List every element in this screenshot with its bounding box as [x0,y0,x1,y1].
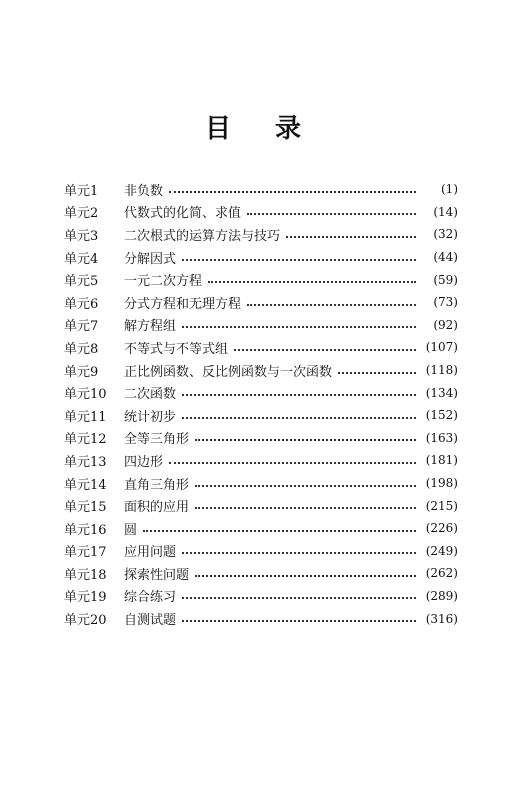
table-of-contents [64,178,458,630]
toc-entry[interactable] [64,201,458,224]
toc-entry[interactable] [64,223,458,246]
toc-dot-leader [169,449,416,464]
toc-entry[interactable] [64,427,458,450]
toc-entry[interactable] [64,381,458,404]
page-title [0,108,506,145]
toc-chapter-name: 综合练习 [124,590,177,606]
toc-unit-label: 单元1 [64,183,99,199]
toc-chapter-name: 应用问题 [124,545,177,561]
toc-page-number: (118) [425,363,458,378]
toc-page-number: (73) [433,295,458,310]
toc-entry[interactable] [64,314,458,337]
title-char-1: 目 [204,114,231,144]
toc-chapter-name: 一元二次方程 [124,274,203,290]
toc-dot-leader [195,472,416,487]
toc-chapter-name: 不等式与不等式组 [124,341,229,357]
toc-dot-leader [182,313,416,328]
toc-unit-label: 单元14 [64,477,107,493]
toc-page-number: (134) [425,385,458,400]
toc-entry[interactable] [64,359,458,382]
toc-dot-leader [247,291,416,306]
toc-page-number: (226) [425,521,458,536]
toc-unit-label: 单元20 [64,613,107,629]
toc-chapter-name: 二次根式的运算方法与技巧 [124,228,281,244]
toc-chapter-name: 正比例函数、反比例函数与一次函数 [124,364,333,380]
toc-page-number: (32) [433,227,458,242]
toc-unit-label: 单元4 [64,251,99,267]
toc-page-number: (181) [425,453,458,468]
toc-dot-leader [182,607,416,622]
toc-entry[interactable] [64,178,458,201]
toc-unit-label: 单元12 [64,432,107,448]
toc-entry[interactable] [64,291,458,314]
toc-entry[interactable] [64,494,458,517]
toc-dot-leader [195,494,416,509]
toc-page-number: (163) [425,430,458,445]
toc-entry[interactable] [64,449,458,472]
toc-dot-leader [195,426,416,441]
toc-entry[interactable] [64,607,458,630]
toc-page-number: (316) [425,611,458,626]
toc-page-number: (152) [425,408,458,423]
toc-page-number: (44) [433,250,458,265]
toc-unit-label: 单元2 [64,206,99,222]
toc-dot-leader [286,223,416,238]
toc-dot-leader [143,517,416,532]
toc-chapter-name: 非负数 [124,183,164,199]
toc-chapter-name: 圆 [124,522,138,538]
toc-page-number: (289) [425,588,458,603]
toc-page-number: (198) [425,476,458,491]
toc-dot-leader [195,562,416,577]
toc-page-number: (1) [441,182,458,197]
toc-unit-label: 单元3 [64,228,99,244]
toc-entry[interactable] [64,404,458,427]
toc-unit-label: 单元11 [64,409,107,425]
toc-chapter-name: 直角三角形 [124,477,190,493]
toc-entry[interactable] [64,472,458,495]
toc-dot-leader [182,381,416,396]
toc-page-number: (92) [433,317,458,332]
toc-dot-leader [208,268,416,283]
toc-unit-label: 单元13 [64,454,107,470]
toc-page-number: (249) [425,543,458,558]
toc-dot-leader [338,359,416,374]
toc-unit-label: 单元19 [64,590,107,606]
toc-entry[interactable] [64,336,458,359]
toc-chapter-name: 自测试题 [124,613,177,629]
toc-entry[interactable] [64,517,458,540]
toc-page-number: (107) [425,340,458,355]
toc-chapter-name: 统计初步 [124,409,177,425]
toc-page-number: (14) [433,204,458,219]
toc-dot-leader [182,404,416,419]
toc-chapter-name: 四边形 [124,454,164,470]
title-char-2: 录 [275,114,302,144]
toc-chapter-name: 探索性问题 [124,567,190,583]
toc-chapter-name: 二次函数 [124,387,177,403]
toc-chapter-name: 分式方程和无理方程 [124,296,242,312]
toc-page-number: (262) [425,566,458,581]
toc-unit-label: 单元15 [64,500,107,516]
toc-dot-leader [182,246,416,261]
toc-unit-label: 单元10 [64,387,107,403]
toc-chapter-name: 分解因式 [124,251,177,267]
toc-unit-label: 单元16 [64,522,107,538]
toc-entry[interactable] [64,246,458,269]
toc-entry[interactable] [64,562,458,585]
toc-dot-leader [234,336,416,351]
toc-unit-label: 单元9 [64,364,99,380]
toc-unit-label: 单元8 [64,341,99,357]
toc-entry[interactable] [64,540,458,563]
toc-dot-leader [182,539,416,554]
toc-entry[interactable] [64,268,458,291]
toc-chapter-name: 面积的应用 [124,500,190,516]
toc-unit-label: 单元18 [64,567,107,583]
toc-chapter-name: 代数式的化简、求值 [124,206,242,222]
toc-dot-leader [169,178,416,193]
toc-page-number: (59) [433,272,458,287]
toc-entry[interactable] [64,585,458,608]
toc-chapter-name: 解方程组 [124,319,177,335]
toc-unit-label: 单元17 [64,545,107,561]
toc-unit-label: 单元6 [64,296,99,312]
toc-dot-leader [182,584,416,599]
toc-page-number: (215) [425,498,458,513]
toc-chapter-name: 全等三角形 [124,432,190,448]
toc-unit-label: 单元5 [64,274,99,290]
toc-unit-label: 单元7 [64,319,99,335]
toc-dot-leader [247,200,416,215]
